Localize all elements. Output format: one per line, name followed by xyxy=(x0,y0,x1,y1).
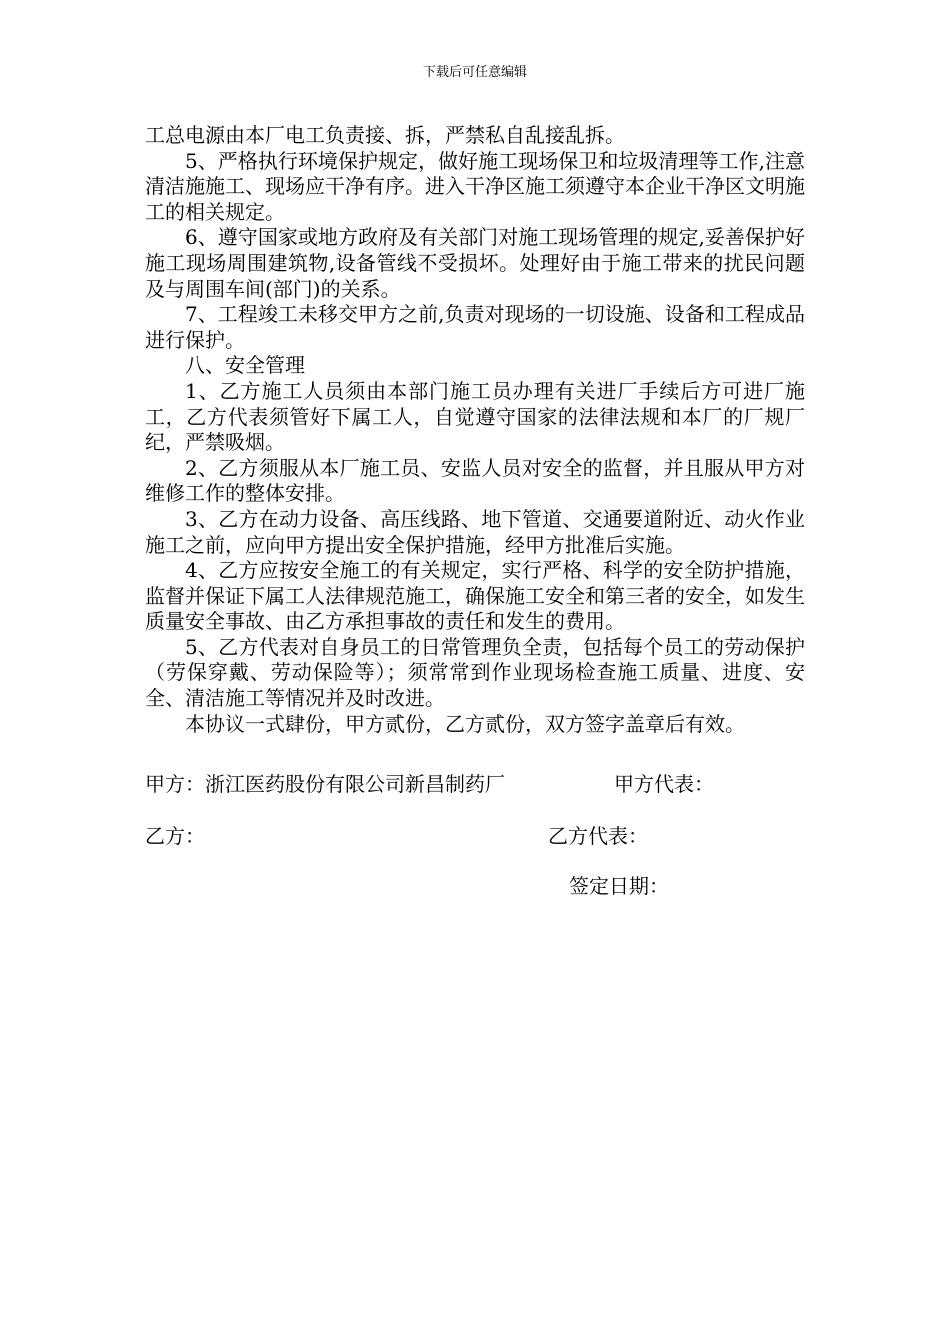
section-heading-safety: 八、安全管理 xyxy=(185,353,305,378)
paragraph-clause-5-environment: 5、严格执行环境保护规定，做好施工现场保卫和垃圾清理等工作,注意清洁施施工、现场应干净有序。进入干净区施工须遵守本企业干净区文明施工的相关规定。 xyxy=(145,148,805,224)
paragraph-safety-2: 2、乙方须服从本厂施工员、安监人员对安全的监督，并且服从甲方对维修工作的整体安排。 xyxy=(145,455,805,506)
party-b-label: 乙方： xyxy=(145,824,205,848)
contract-body xyxy=(145,123,805,737)
party-a-label: 甲方：浙江医药股份有限公司新昌制药厂 xyxy=(145,772,505,796)
page-header-note: 下载后可任意编辑 xyxy=(422,65,527,80)
paragraph-safety-4: 4、乙方应按安全施工的有关规定，实行严格、科学的安全防护措施，监督并保证下属工人法律规范施工，确保施工安全和第三者的安全，如发生质量安全事故、由乙方承担事故的责任和发生的费用。 xyxy=(145,558,805,634)
party-a-representative-label: 甲方代表： xyxy=(614,772,714,796)
sign-date-label: 签定日期： xyxy=(569,874,669,898)
paragraph-copies: 本协议一式肆份，甲方贰份，乙方贰份，双方签字盖章后有效。 xyxy=(185,711,745,736)
paragraph-safety-3: 3、乙方在动力设备、高压线路、地下管道、交通要道附近、动火作业施工之前，应向甲方提出安全保护措施，经甲方批准后实施。 xyxy=(145,506,805,557)
party-b-representative-label: 乙方代表： xyxy=(548,824,648,848)
paragraph-safety-5: 5、乙方代表对自身员工的日常管理负全责，包括每个员工的劳动保护（劳保穿戴、劳动保险等）；须常常到作业现场检查施工质量、进度、安全、清洁施工等情况并及时改进。 xyxy=(145,634,805,711)
paragraph-clause-7-protection: 7、工程竣工未移交甲方之前,负责对现场的一切设施、设备和工程成品进行保护。 xyxy=(145,302,805,352)
paragraph-safety-1: 1、乙方施工人员须由本部门施工员办理有关进厂手续后方可进厂施工，乙方代表须管好下属工人，自觉遵守国家的法律法规和本厂的厂规厂纪，严禁吸烟。 xyxy=(145,378,805,455)
paragraph-clause-6-regulations: 6、遵守国家或地方政府及有关部门对施工现场管理的规定,妥善保护好施工现场周围建筑物,设备管线不受损坏。处理好由于施工带来的扰民问题及与周围车间(部门)的关系。 xyxy=(145,225,805,301)
paragraph-continuation: 工总电源由本厂电工负责接、拆，严禁私自乱接乱拆。 xyxy=(145,123,625,147)
